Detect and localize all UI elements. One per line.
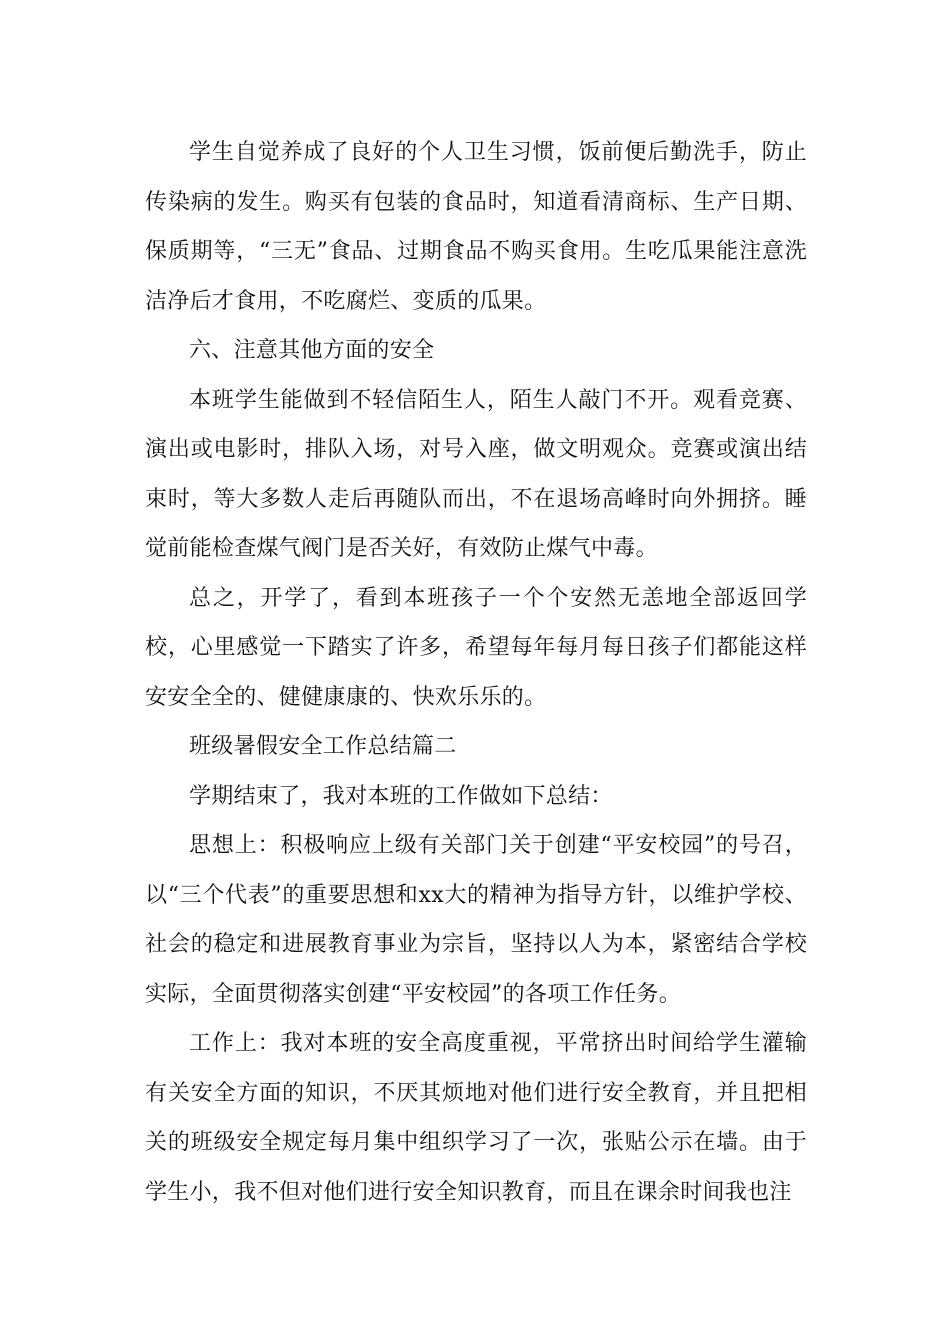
document-body xyxy=(145,128,807,1217)
paragraph-hygiene: 学生自觉养成了良好的个人卫生习惯，饭前便后勤洗手，防止传染病的发生。购买有包装的食品时，知道看清商标、生产日期、保质期等，“三无”食品、过期食品不购买食用。生吃瓜果能注意洗洁净后才食用，不吃腐烂、变质的瓜果。 xyxy=(145,140,807,314)
paragraph-work: 工作上：我对本班的安全高度重视，平常挤出时间给学生灌输有关安全方面的知识，不厌其烦地对他们进行安全教育，并且把相关的班级安全规定每月集中组织学习了一次，张贴公示在墙。由于学生小，我不但对他们进行安全知识教育，而且在课余时间我也注 xyxy=(145,1031,807,1205)
paragraph-strangers: 本班学生能做到不轻信陌生人，陌生人敲门不开。观看竞赛、演出或电影时，排队入场，对号入座，做文明观众。竞赛或演出结束时，等大多数人走后再随队而出，不在退场高峰时向外拥挤。睡觉前能检查煤气阀门是否关好，有效防止煤气中毒。 xyxy=(145,387,807,561)
section-heading-other-safety: 六、注意其他方面的安全 xyxy=(189,338,435,363)
paragraph-conclusion: 总之，开学了，看到本班孩子一个个安然无恙地全部返回学校，心里感觉一下踏实了许多，希望每年每月每日孩子们都能这样安安全全的、健健康康的、快欢乐乐的。 xyxy=(145,585,807,710)
paragraph-ideology: 思想上：积极响应上级有关部门关于创建“平安校园”的号召，以“三个代表”的重要思想和xx大的精神为指导方针，以维护学校、社会的稳定和进展教育事业为宗旨，坚持以人为本，紧密结合学校实际，全面贯彻落实创建“平安校园”的各项工作任务。 xyxy=(145,833,807,1007)
paragraph-term-summary: 学期结束了，我对本班的工作做如下总结： xyxy=(189,783,613,809)
section-title-part-two: 班级暑假安全工作总结篇二 xyxy=(189,734,457,759)
